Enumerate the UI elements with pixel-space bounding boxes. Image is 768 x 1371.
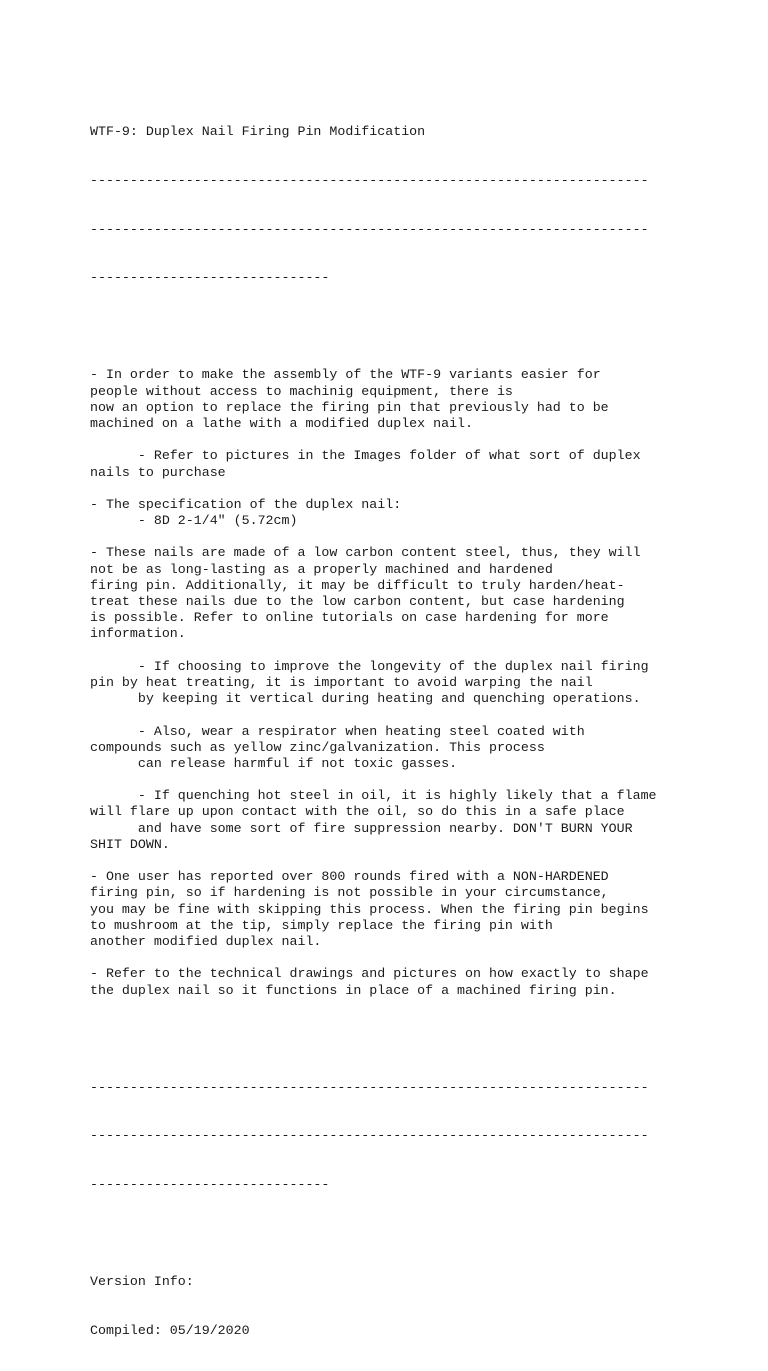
body-line: another modified duplex nail.: [90, 933, 322, 949]
separator-line: ----------------------------------------------------------------------: [90, 1128, 649, 1144]
body-line: by keeping it vertical during heating and quenching operations.: [90, 691, 641, 707]
body-line: machined on a lathe with a modified duplex nail.: [90, 415, 474, 431]
body-line: - In order to make the assembly of the WTF-9 variants easier for: [90, 367, 601, 383]
separator-line: ------------------------------: [90, 1176, 330, 1192]
body-line: and have some sort of fire suppression nearby. DON'T BURN YOUR: [90, 820, 633, 836]
blank-line: [90, 950, 750, 966]
blank-line: [90, 643, 750, 659]
body-line: firing pin. Additionally, it may be difficult to truly harden/heat-: [90, 577, 625, 593]
body-line: can release harmful if not toxic gasses.: [90, 755, 458, 771]
body-line: treat these nails due to the low carbon content, but case hardening: [90, 594, 625, 609]
body-line: - The specification of the duplex nail:: [90, 496, 402, 512]
body-line: now an option to replace the firing pin that previously had to be: [90, 399, 609, 415]
blank-line: [90, 529, 750, 545]
body-line: - If quenching hot steel in oil, it is highly likely that a flame: [90, 788, 657, 804]
body-line: - Refer to the technical drawings and pictures on how exactly to shape: [90, 966, 649, 982]
separator-line: ----------------------------------------------------------------------: [90, 1079, 649, 1095]
body-line: - 8D 2-1/4" (5.72cm): [90, 513, 298, 529]
blank-line: [90, 481, 750, 497]
body-line: - Also, wear a respirator when heating steel coated with: [90, 723, 585, 739]
blank-line: [90, 1225, 750, 1241]
body-line: pin by heat treating, it is important to avoid warping the nail: [90, 674, 593, 690]
separator-line: ----------------------------------------------------------------------: [90, 221, 649, 237]
blank-line: [90, 432, 750, 448]
blank-line: [90, 707, 750, 723]
body-line: not be as long-lasting as a properly machined and hardened: [90, 561, 553, 577]
body-line: will flare up upon contact with the oil, so do this in a safe place: [90, 804, 625, 820]
blank-line: [90, 772, 750, 788]
separator-line: ------------------------------: [90, 270, 330, 286]
body-line: SHIT DOWN.: [90, 836, 170, 852]
body-line: - One user has reported over 800 rounds fired with a NON-HARDENED: [90, 869, 609, 885]
blank-line: [90, 1031, 750, 1047]
body-line: information.: [90, 626, 186, 642]
body-line: you may be fine with skipping this process. When the firing pin begins: [90, 901, 649, 917]
blank-line: [90, 319, 750, 335]
body-line: - Refer to pictures in the Images folder of what sort of duplex: [90, 448, 641, 464]
separator-line: ----------------------------------------------------------------------: [90, 173, 649, 188]
body-line: compounds such as yellow zinc/galvanization. This process: [90, 739, 545, 755]
blank-line: [90, 853, 750, 869]
body-line: to mushroom at the tip, simply replace the firing pin with: [90, 917, 553, 933]
body-line: the duplex nail so it functions in place of a machined firing pin.: [90, 982, 617, 998]
body-line: nails to purchase: [90, 464, 226, 480]
body-line: is possible. Refer to online tutorials on case hardening for more: [90, 610, 609, 626]
document-text: [90, 92, 750, 1371]
body-line: firing pin, so if hardening is not possible in your circumstance,: [90, 885, 609, 901]
document-body: [90, 367, 750, 998]
document-title: WTF-9: Duplex Nail Firing Pin Modification: [90, 124, 426, 140]
body-line: people without access to machinig equipment, there is: [90, 383, 513, 399]
body-line: - These nails are made of a low carbon content steel, thus, they will: [90, 545, 641, 561]
body-line: - If choosing to improve the longevity of the duplex nail firing: [90, 658, 649, 674]
compiled-date: Compiled: 05/19/2020: [90, 1322, 250, 1338]
version-info-label: Version Info:: [90, 1274, 194, 1290]
